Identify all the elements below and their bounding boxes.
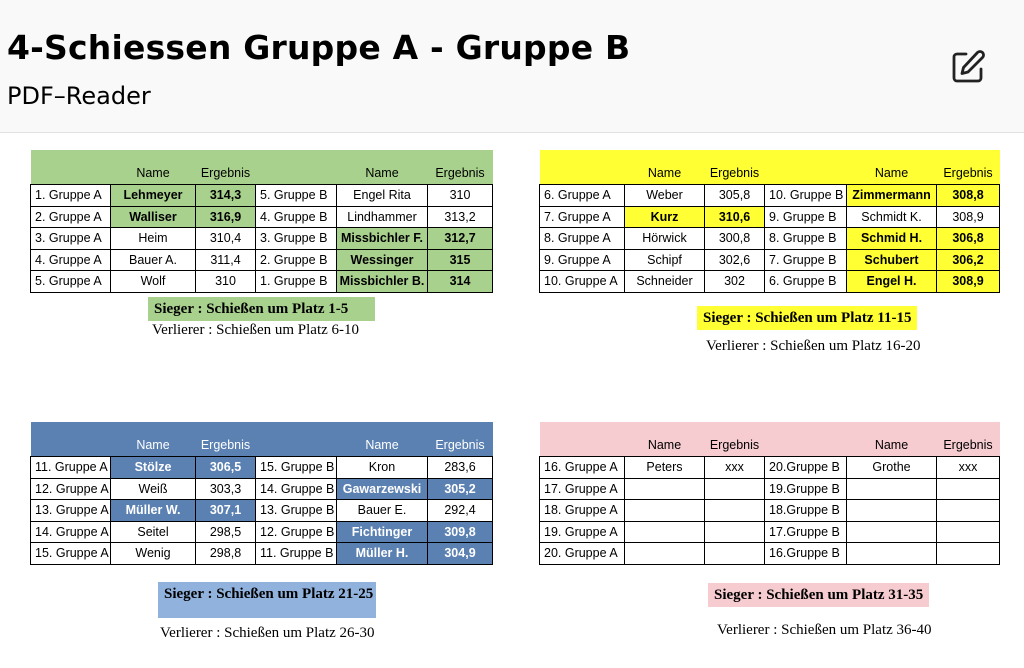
table-cell-name: Missbichler B. [337, 271, 428, 293]
table-cell-group: 18. Gruppe A [540, 500, 625, 522]
header-name: Name [337, 422, 428, 457]
table-cell-group: 12. Gruppe A [31, 478, 111, 500]
table-row [540, 185, 1000, 207]
table-cell-score: 310,6 [705, 206, 765, 228]
table-cell-score: 305,2 [428, 478, 493, 500]
header-ergebnis: Ergebnis [705, 422, 765, 457]
table-cell-name [625, 543, 705, 565]
table-cell-score: 310,4 [196, 228, 256, 250]
table-cell-group: 19. Gruppe A [540, 521, 625, 543]
table-row [31, 500, 493, 522]
table-cell-name [625, 478, 705, 500]
table-cell-score: xxx [705, 457, 765, 479]
table-cell-group: 8. Gruppe B [765, 228, 847, 250]
table-cell-score: 316,9 [196, 206, 256, 228]
table-cell-score: 309,8 [428, 521, 493, 543]
table-cell-name: Gawarzewski [337, 478, 428, 500]
table-cell-score [705, 478, 765, 500]
header-ergebnis: Ergebnis [705, 150, 765, 185]
table-cell-score: 314 [428, 271, 493, 293]
table-cell-name: Engel H. [847, 271, 937, 293]
header-ergebnis: Ergebnis [428, 150, 493, 185]
header-cell [256, 422, 337, 457]
table-cell-group: 10. Gruppe A [540, 271, 625, 293]
table-cell-group: 1. Gruppe B [256, 271, 337, 293]
table-cell-name: Lindhammer [337, 206, 428, 228]
table-cell-score: 308,8 [937, 185, 1000, 207]
table-row [540, 500, 1000, 522]
table-cell-group: 14. Gruppe A [31, 521, 111, 543]
header-ergebnis: Ergebnis [196, 150, 256, 185]
edit-icon [948, 47, 988, 87]
table-row [540, 249, 1000, 271]
table-cell-group: 4. Gruppe B [256, 206, 337, 228]
table-cell-group: 13. Gruppe B [256, 500, 337, 522]
table-cell-score: 300,8 [705, 228, 765, 250]
header-name: Name [847, 422, 937, 457]
results-table-4 [539, 422, 1000, 565]
loser-note-2: Verlierer : Schießen um Platz 16-20 [706, 338, 921, 354]
table-cell-score: 306,8 [937, 228, 1000, 250]
pdf-page[interactable] [0, 133, 1024, 668]
table-row [540, 206, 1000, 228]
table-cell-score: 310 [428, 185, 493, 207]
table-cell-name: Schmidt K. [847, 206, 937, 228]
table-cell-name: Schmid H. [847, 228, 937, 250]
app-subtitle: PDF–Reader [7, 82, 151, 110]
table-cell-name [847, 478, 937, 500]
table-cell-group: 2. Gruppe A [31, 206, 111, 228]
table-cell-score: 306,2 [937, 249, 1000, 271]
app-bar [0, 0, 1024, 133]
header-name: Name [625, 150, 705, 185]
table-cell-group: 7. Gruppe B [765, 249, 847, 271]
loser-note-1: Verlierer : Schießen um Platz 6-10 [152, 322, 360, 338]
results-table-1 [30, 150, 493, 293]
table-row [31, 249, 493, 271]
table-cell-name: Kurz [625, 206, 705, 228]
table-row [31, 185, 493, 207]
table-cell-score: 310 [196, 271, 256, 293]
edit-button[interactable] [945, 44, 991, 90]
table-cell-score: xxx [937, 457, 1000, 479]
header-name: Name [847, 150, 937, 185]
winner-note-3: Sieger : Schießen um Platz 21-25 [158, 582, 376, 618]
table-cell-group: 15. Gruppe A [31, 543, 111, 565]
winner-note-1: Sieger : Schießen um Platz 1-5 [148, 297, 375, 321]
table-cell-score: 314,3 [196, 185, 256, 207]
table-cell-name [847, 543, 937, 565]
table-row [31, 478, 493, 500]
table-row [31, 543, 493, 565]
table-row [31, 271, 493, 293]
table-cell-name: Weber [625, 185, 705, 207]
table-cell-group: 20. Gruppe A [540, 543, 625, 565]
table-cell-group: 14. Gruppe B [256, 478, 337, 500]
table-cell-score [937, 500, 1000, 522]
table-cell-group: 1. Gruppe A [31, 185, 111, 207]
table-cell-group: 17. Gruppe A [540, 478, 625, 500]
header-cell [31, 150, 111, 185]
table-cell-name: Engel Rita [337, 185, 428, 207]
header-ergebnis: Ergebnis [937, 422, 1000, 457]
table-cell-group: 12. Gruppe B [256, 521, 337, 543]
table-row [540, 228, 1000, 250]
header-name: Name [625, 422, 705, 457]
table-cell-score [937, 521, 1000, 543]
table-cell-score: 305,8 [705, 185, 765, 207]
table-cell-score: 307,1 [196, 500, 256, 522]
table-cell-group: 8. Gruppe A [540, 228, 625, 250]
table-cell-score: 308,9 [937, 271, 1000, 293]
table-cell-name: Lehmeyer [111, 185, 196, 207]
table-cell-name: Müller H. [337, 543, 428, 565]
table-cell-name: Schubert [847, 249, 937, 271]
table-cell-group: 20.Gruppe B [765, 457, 847, 479]
table-cell-name: Peters [625, 457, 705, 479]
table-cell-name: Stölze [111, 457, 196, 479]
table-cell-group: 15. Gruppe B [256, 457, 337, 479]
table-cell-score: 304,9 [428, 543, 493, 565]
table-cell-score: 311,4 [196, 249, 256, 271]
table-cell-score [937, 478, 1000, 500]
table-cell-score: 298,8 [196, 543, 256, 565]
table-cell-group: 13. Gruppe A [31, 500, 111, 522]
table-cell-name: Zimmermann [847, 185, 937, 207]
table-cell-name: Bauer A. [111, 249, 196, 271]
table-cell-name: Missbichler F. [337, 228, 428, 250]
header-cell [765, 150, 847, 185]
table-row [31, 228, 493, 250]
header-cell [540, 422, 625, 457]
table-cell-name: Wessinger [337, 249, 428, 271]
table-cell-group: 16.Gruppe B [765, 543, 847, 565]
table-cell-name [625, 521, 705, 543]
loser-note-4: Verlierer : Schießen um Platz 36-40 [717, 622, 932, 638]
table-cell-group: 19.Gruppe B [765, 478, 847, 500]
table-cell-score: 308,9 [937, 206, 1000, 228]
table-cell-name: Seitel [111, 521, 196, 543]
table-row [540, 457, 1000, 479]
table-cell-name [847, 500, 937, 522]
table-cell-score [937, 543, 1000, 565]
table-row [540, 521, 1000, 543]
results-table-2 [539, 150, 1000, 293]
table-cell-group: 6. Gruppe B [765, 271, 847, 293]
table-row [31, 206, 493, 228]
table-cell-group: 4. Gruppe A [31, 249, 111, 271]
table-cell-group: 16. Gruppe A [540, 457, 625, 479]
table-cell-group: 3. Gruppe B [256, 228, 337, 250]
header-name: Name [337, 150, 428, 185]
table-cell-group: 9. Gruppe A [540, 249, 625, 271]
table-row [540, 478, 1000, 500]
header-cell [256, 150, 337, 185]
winner-note-4: Sieger : Schießen um Platz 31-35 [708, 583, 929, 607]
table-row [31, 457, 493, 479]
table-cell-name: Heim [111, 228, 196, 250]
winner-note-2: Sieger : Schießen um Platz 11-15 [697, 306, 917, 330]
table-cell-score: 313,2 [428, 206, 493, 228]
table-cell-name: Walliser [111, 206, 196, 228]
table-cell-score: 292,4 [428, 500, 493, 522]
table-cell-group: 3. Gruppe A [31, 228, 111, 250]
table-cell-name: Hörwick [625, 228, 705, 250]
header-ergebnis: Ergebnis [196, 422, 256, 457]
table-cell-group: 6. Gruppe A [540, 185, 625, 207]
header-name: Name [111, 422, 196, 457]
table-cell-name: Weiß [111, 478, 196, 500]
table-cell-score [705, 500, 765, 522]
table-cell-score: 302 [705, 271, 765, 293]
table-cell-score: 303,3 [196, 478, 256, 500]
table-cell-name: Schipf [625, 249, 705, 271]
table-row [540, 543, 1000, 565]
table-cell-score [705, 521, 765, 543]
table-cell-name [847, 521, 937, 543]
table-cell-score: 312,7 [428, 228, 493, 250]
table-cell-score: 306,5 [196, 457, 256, 479]
table-cell-group: 5. Gruppe B [256, 185, 337, 207]
table-cell-name: Müller W. [111, 500, 196, 522]
table-cell-name: Wolf [111, 271, 196, 293]
table-cell-group: 2. Gruppe B [256, 249, 337, 271]
table-cell-group: 18.Gruppe B [765, 500, 847, 522]
table-cell-name: Grothe [847, 457, 937, 479]
table-cell-name: Fichtinger [337, 521, 428, 543]
table-cell-name: Schneider [625, 271, 705, 293]
header-name: Name [111, 150, 196, 185]
table-cell-name: Wenig [111, 543, 196, 565]
table-cell-name: Bauer E. [337, 500, 428, 522]
header-cell [31, 422, 111, 457]
table-cell-name: Kron [337, 457, 428, 479]
results-table-3 [30, 422, 493, 565]
table-cell-score: 298,5 [196, 521, 256, 543]
table-row [31, 521, 493, 543]
table-row [540, 271, 1000, 293]
table-cell-score [705, 543, 765, 565]
header-cell [540, 150, 625, 185]
header-cell [765, 422, 847, 457]
table-cell-group: 11. Gruppe A [31, 457, 111, 479]
document-title: 4-Schiessen Gruppe A - Gruppe B [7, 28, 631, 67]
table-cell-group: 10. Gruppe B [765, 185, 847, 207]
table-cell-score: 302,6 [705, 249, 765, 271]
table-cell-score: 315 [428, 249, 493, 271]
table-cell-score: 283,6 [428, 457, 493, 479]
table-cell-group: 17.Gruppe B [765, 521, 847, 543]
header-ergebnis: Ergebnis [937, 150, 1000, 185]
table-cell-name [625, 500, 705, 522]
header-ergebnis: Ergebnis [428, 422, 493, 457]
table-cell-group: 7. Gruppe A [540, 206, 625, 228]
table-cell-group: 5. Gruppe A [31, 271, 111, 293]
table-cell-group: 11. Gruppe B [256, 543, 337, 565]
table-cell-group: 9. Gruppe B [765, 206, 847, 228]
loser-note-3: Verlierer : Schießen um Platz 26-30 [160, 625, 375, 641]
